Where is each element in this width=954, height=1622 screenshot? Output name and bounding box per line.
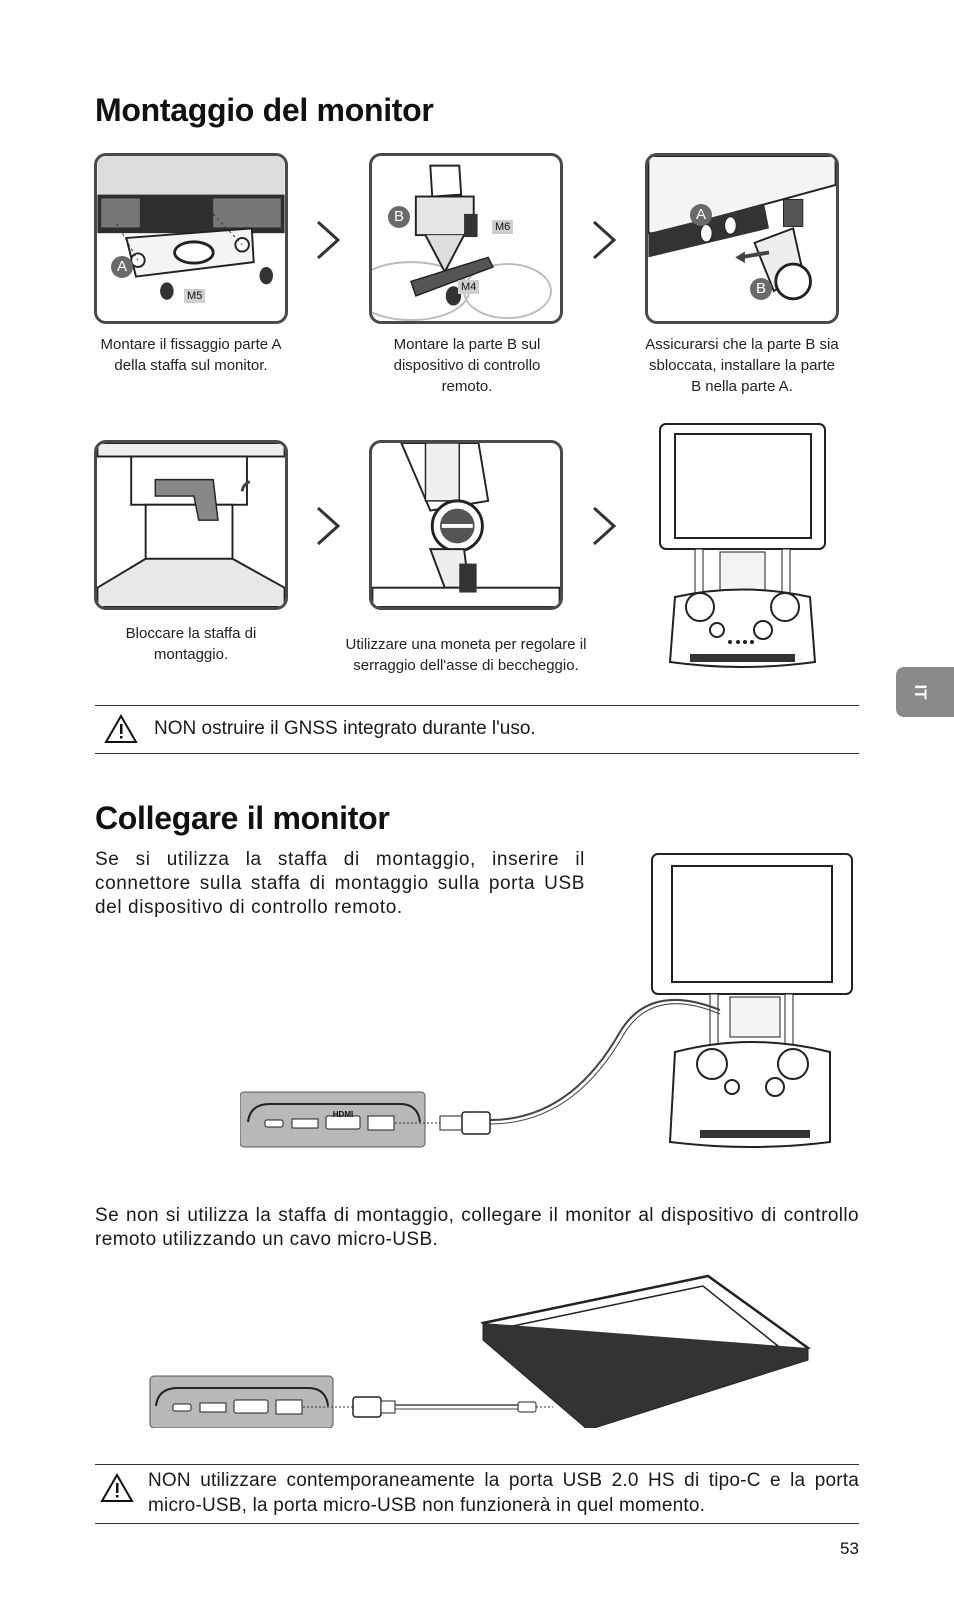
coin-pitch-adjust-illustration — [372, 443, 560, 607]
warning-triangle-icon — [104, 714, 138, 744]
step2-illustration — [369, 153, 563, 324]
hdmi-port-label: HDMI — [332, 1110, 354, 1119]
step3-illustration — [645, 153, 839, 324]
language-code: IT — [911, 684, 930, 700]
section-title-connect: Collegare il monitor — [95, 800, 390, 836]
step4-illustration — [94, 440, 288, 610]
section-title-mounting: Montaggio del monitor — [95, 92, 434, 128]
step1-illustration — [94, 153, 288, 324]
attach-b-to-a-illustration — [648, 156, 836, 321]
page-number: 53 — [840, 1539, 859, 1558]
step5-caption: Utilizzare una moneta per regolare il serraggio dell'asse di beccheggio. — [345, 636, 587, 674]
step2-caption: Montare la parte B sul dispositivo di controllo remoto. — [393, 336, 541, 395]
warning-triangle-icon — [100, 1473, 134, 1503]
divider — [95, 1464, 859, 1465]
step3-caption: Assicurarsi che la parte B sia sbloccata, installare la parte B nella parte A. — [645, 336, 839, 395]
warning-usb-text: NON utilizzare contemporaneamente la porta USB 2.0 HS di tipo-C e la porta micro-USB, la porta micro-USB non funzionerà in quel momento. — [148, 1470, 859, 1516]
label-m6: M6 — [492, 220, 513, 234]
language-side-tab — [896, 667, 954, 717]
chevron-right-icon — [314, 218, 342, 262]
label-b-badge: B — [388, 206, 410, 228]
divider — [95, 705, 859, 706]
connect-paragraph-2: Se non si utilizza la staffa di montaggio, collegare il monitor al dispositivo di controllo remoto utilizzando un cavo micro-USB. — [95, 1205, 859, 1250]
label-a-badge: A — [111, 256, 133, 278]
divider — [95, 1523, 859, 1524]
label-m4: M4 — [458, 280, 479, 294]
label-a-badge: A — [690, 204, 712, 226]
warning-gnss-text: NON ostruire il GNSS integrato durante l'uso. — [154, 718, 536, 739]
remote-bracket-b-illustration — [372, 156, 560, 321]
micro-usb-connection-illustration — [148, 1268, 816, 1428]
lock-bracket-illustration — [97, 443, 285, 607]
chevron-right-icon — [590, 504, 618, 548]
chevron-right-icon — [314, 504, 342, 548]
usb-connection-illustration — [240, 852, 855, 1152]
step4-caption: Bloccare la staffa di montaggio. — [125, 625, 257, 663]
assembled-remote-with-monitor-illustration — [655, 422, 830, 682]
label-m5: M5 — [184, 289, 205, 303]
step1-caption: Montare il fissaggio parte A della staffa sul monitor. — [100, 336, 282, 374]
label-b-badge: B — [750, 278, 772, 300]
divider — [95, 753, 859, 754]
step5-illustration — [369, 440, 563, 610]
chevron-right-icon — [590, 218, 618, 262]
connect-paragraph-1: Se si utilizza la staffa di montaggio, inserire il connettore sulla staffa di montaggio sulla porta USB del dispositivo di controllo remoto. — [95, 849, 585, 918]
